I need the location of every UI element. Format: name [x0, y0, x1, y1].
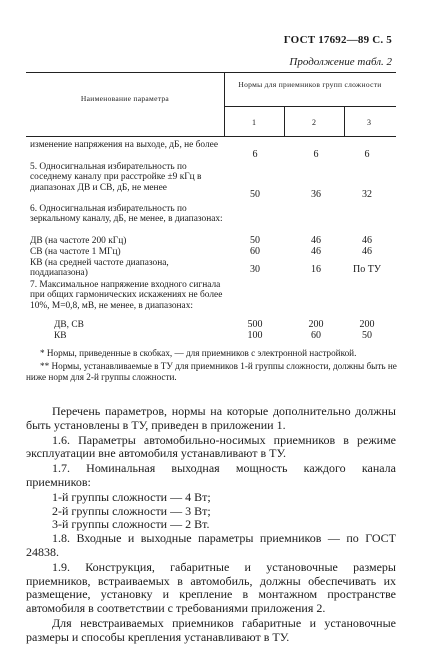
table-subheader-rule: [224, 106, 396, 107]
column-header-parameter: Наименование параметра: [80, 94, 170, 103]
table-cell: 6: [364, 149, 370, 160]
paragraph: 1.6. Параметры автомобильно-носимых приемников в режиме эксплуатации вне автомобиля устанавливают в ТУ.: [26, 432, 396, 461]
table-cell: По ТУ: [353, 264, 381, 275]
table-cell: 32: [362, 189, 372, 200]
page-header: ГОСТ 17692—89 С. 5: [283, 34, 392, 46]
footnotes: [26, 348, 406, 385]
table-continuation-label: Продолжение табл. 2: [289, 56, 392, 68]
table-cell: 46: [362, 235, 372, 246]
table-row-label: ДВ (на частоте 200 кГц): [30, 236, 127, 246]
parameters-table: [26, 72, 396, 342]
body-text: [26, 405, 396, 646]
table-cell: 36: [311, 189, 321, 200]
paragraph: 1.9. Конструкция, габаритные и установочные размеры приемников, встраиваемых в автомобиль, должны обеспечивать их размещение, установку и крепление в монтажном пространстве автомобиля в соответствии с требованиями приложения 2.: [26, 559, 396, 616]
table-row-label: КВ: [54, 331, 67, 341]
column-header-group-2: 2: [312, 118, 316, 127]
table-row-label: КВ (на средней частоте диапазона, поддиапазона): [30, 258, 169, 279]
table-divider: [284, 106, 285, 136]
table-cell: 200: [308, 319, 324, 330]
table-cell: 100: [247, 330, 263, 341]
table-header-rule: [26, 136, 396, 137]
table-cell: 46: [311, 246, 321, 257]
paragraph: 1.8. Входные и выходные параметры приемников — по ГОСТ 24838.: [26, 531, 396, 559]
table-cell: 60: [250, 246, 260, 257]
table-cell: 6: [313, 149, 319, 160]
column-header-group-3: 3: [367, 118, 371, 127]
footnote: * Нормы, приведенные в скобках, — для приемников с электронной настройкой.: [40, 348, 357, 358]
footnote: ** Нормы, устанавливаемые в ТУ для приемников 1-й группы сложности, должны быть не ниже норм для 2-й группы сложности.: [26, 361, 397, 382]
table-row-label: 7. Максимальное напряжение входного сигнала при общих гармонических искажениях не более 10%, M=0,8, мВ, не менее, в диапазонах:: [30, 280, 223, 311]
list-item: 3-й группы сложности — 2 Вт.: [52, 517, 210, 532]
table-cell: 50: [250, 189, 260, 200]
column-header-norms: Нормы для приемников групп сложности: [238, 80, 382, 89]
table-row-label: 6. Односигнальная избирательность по зеркальному каналу, дБ, не менее, в диапазонах:: [30, 204, 223, 225]
paragraph: Для невстраиваемых приемников габаритные и установочные размеры и способы крепления устанавливают в ТУ.: [26, 615, 396, 644]
table-cell: 200: [359, 319, 375, 330]
paragraph: Перечень параметров, нормы на которые дополнительно должны быть установлены в ТУ, приведен в приложении 1.: [26, 404, 396, 432]
table-cell: 6: [252, 149, 258, 160]
table-cell: 500: [247, 319, 263, 330]
table-cell: 50: [250, 235, 260, 246]
table-row-label: ДВ, СВ: [54, 320, 84, 330]
list-item: 1-й группы сложности — 4 Вт;: [52, 489, 211, 504]
paragraph: 1.7. Номинальная выходная мощность каждого канала приемников:: [26, 461, 396, 489]
table-row-label: 5. Односигнальная избирательность по соседнему каналу при расстройке ±9 кГц в диапазонах ДВ и СВ, дБ, не менее: [30, 162, 202, 193]
table-cell: 46: [362, 246, 372, 257]
table-cell: 50: [362, 330, 372, 341]
column-header-group-1: 1: [252, 118, 256, 127]
table-divider: [344, 106, 345, 136]
table-cell: 16: [311, 264, 321, 275]
table-row-label: изменение напряжения на выходе, дБ, не более: [30, 140, 218, 150]
table-cell: 60: [311, 330, 321, 341]
table-cell: 30: [250, 264, 260, 275]
table-row-label: СВ (на частоте 1 МГц): [30, 247, 121, 257]
list-item: 2-й группы сложности — 3 Вт;: [52, 503, 211, 518]
table-top-rule: [26, 72, 396, 73]
table-cell: 46: [311, 235, 321, 246]
